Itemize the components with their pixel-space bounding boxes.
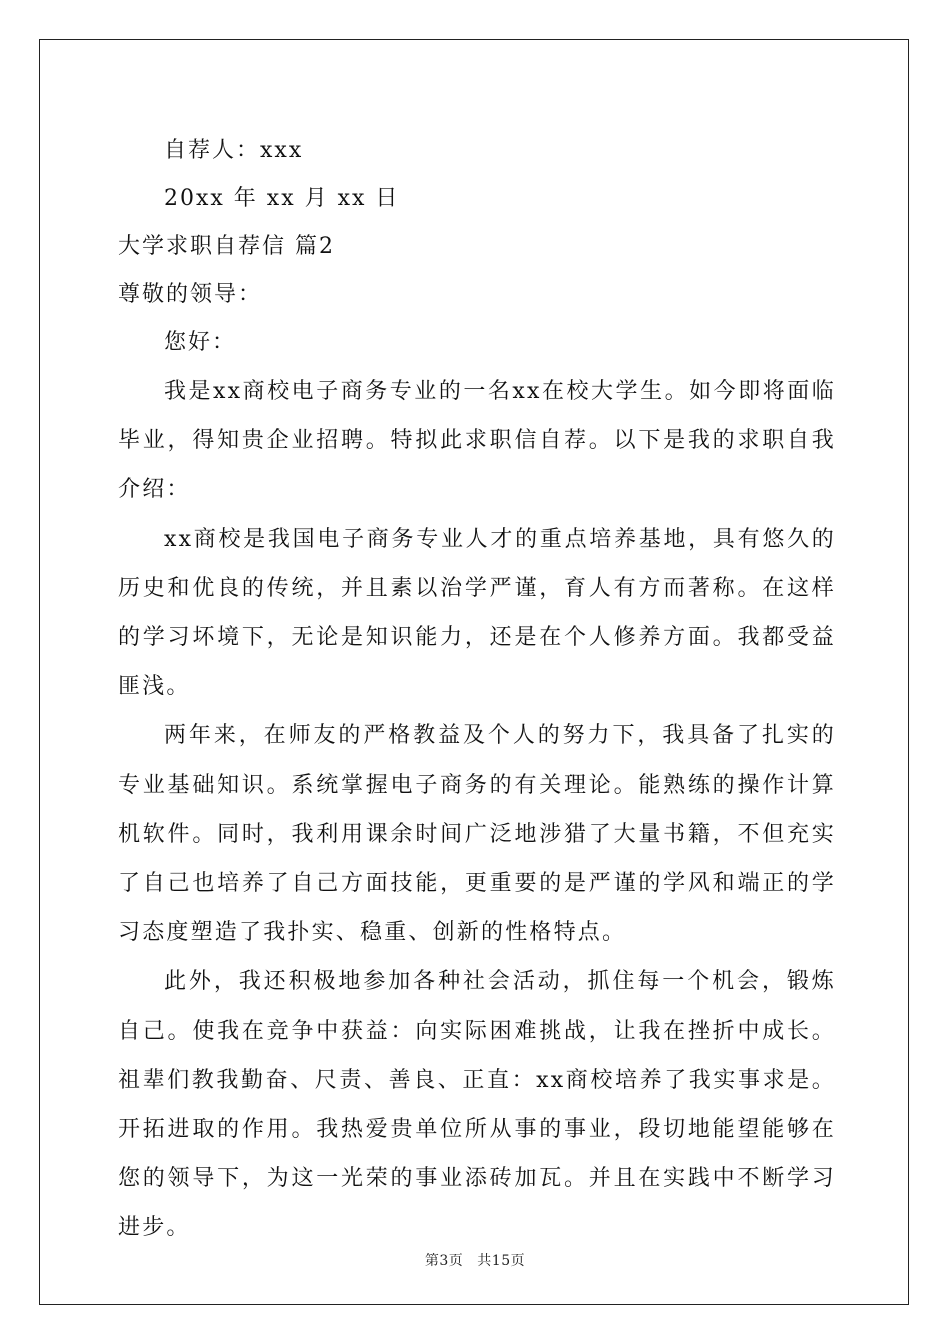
salutation: 尊敬的领导： [118, 282, 263, 307]
greeting: 您好： [164, 330, 237, 355]
signature-date: 20xx 年 xx 月 xx 日 [164, 186, 400, 211]
paragraph-study: 两年来，在师友的严格教益及个人的努力下，我具备了扎实的专业基础知识。系统掌握电子商务的有关理论。能熟练的操作计算机软件。同时，我利用课余时间广泛地涉猎了大量书籍，不但充实了自己也培养了自己方面技能，更重要的是严谨的学风和端正的学习态度塑造了我扑实、稳重、创新的性格特点。 [118, 723, 836, 946]
signature-label: 自荐人：xxx [164, 138, 304, 163]
page-total: 共15页 [477, 1253, 526, 1269]
document-body [118, 127, 836, 1253]
section-title: 大学求职自荐信 篇2 [118, 234, 335, 259]
page-footer [0, 1250, 950, 1270]
paragraph-activities: 此外，我还积极地参加各种社会活动，抓住每一个机会，锻炼自己。使我在竞争中获益：向实际困难挑战，让我在挫折中成长。祖辈们教我勤奋、尺责、善良、正直：xx商校培养了我实事求是。开拓进取的作用。我热爱贵单位所从事的事业，段切地能望能够在您的领导下，为这一光荣的事业添砖加瓦。并且在实践中不断学习进步。 [118, 969, 836, 1241]
paragraph-intro: 我是xx商校电子商务专业的一名xx在校大学生。如今即将面临毕业，得知贵企业招聘。特拟此求职信自荐。以下是我的求职自我介绍： [118, 379, 836, 503]
paragraph-school: xx商校是我国电子商务专业人才的重点培养基地，具有悠久的历史和优良的传统，并且素以治学严谨，育人有方而著称。在这样的学习坏境下，无论是知识能力，还是在个人修养方面。我都受益匪浅。 [118, 526, 836, 700]
page-number: 第3页 [424, 1253, 464, 1269]
